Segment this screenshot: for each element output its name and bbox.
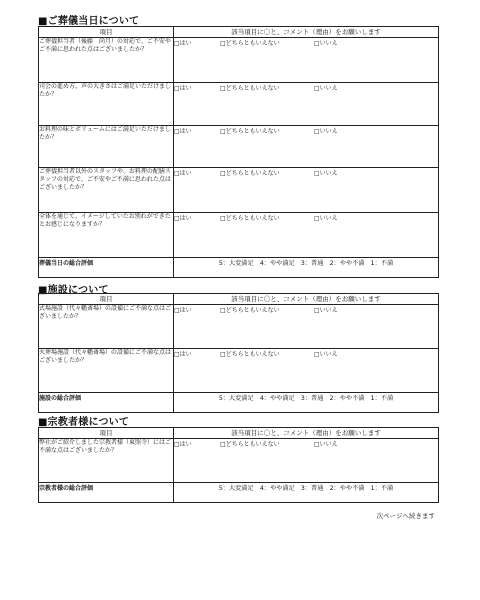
table-header-row — [39, 294, 439, 305]
total-rating-row — [39, 483, 439, 503]
question-text: お料理の味とボリュームにはご満足いただけましたか？ — [39, 126, 174, 168]
choice-neutral-checkbox[interactable]: □どちらともいえない — [220, 215, 280, 222]
choice-neutral-checkbox[interactable]: □どちらともいえない — [220, 40, 280, 47]
header-item: 項目 — [39, 428, 174, 439]
choice-yes-checkbox[interactable]: □はい — [174, 170, 192, 177]
choice-no-checkbox[interactable]: □いいえ — [314, 441, 338, 448]
choice-group — [174, 168, 438, 177]
choice-neutral-checkbox[interactable]: □どちらともいえない — [220, 128, 280, 135]
choice-no-checkbox[interactable]: □いいえ — [314, 215, 338, 222]
section-title-religious: ■宗教者様について — [38, 417, 130, 428]
table-header-row — [39, 428, 439, 439]
choice-yes-checkbox[interactable]: □はい — [174, 351, 192, 358]
choice-yes-checkbox[interactable]: □はい — [174, 85, 192, 92]
question-text: ご葬儀担当者（後藤 尚月）の対応で、ご不安やご不満に思われた点はございましたか？ — [39, 38, 174, 83]
question-row — [39, 38, 439, 83]
choice-neutral-checkbox[interactable]: □どちらともいえない — [220, 85, 280, 92]
table-header-row — [39, 27, 439, 38]
question-row — [39, 349, 439, 393]
choice-group — [174, 305, 438, 314]
total-rating-label: 葬儀当日の総合評価 — [39, 258, 174, 278]
question-text: 弊社がご紹介しました宗教者様（東照寺）にはご不満な点はございましたか？ — [39, 439, 174, 483]
choice-neutral-checkbox[interactable]: □どちらともいえない — [220, 307, 280, 314]
header-item: 項目 — [39, 27, 174, 38]
question-text: ご葬儀担当者以外のスタッフや、お料理の配膳スタッフの対応で、ご不安やご不満に思われた点はございましたか？ — [39, 168, 174, 213]
question-text: 司会の進め方、声の大きさはご満足いただけましたか？ — [39, 83, 174, 126]
choice-group — [174, 38, 438, 47]
choice-group — [174, 126, 438, 135]
choice-no-checkbox[interactable]: □いいえ — [314, 307, 338, 314]
rating-scale[interactable]: 5：大変満足 4：やや満足 3：普通 2：やや不満 1：不満 — [174, 393, 439, 413]
total-rating-label: 施設の総合評価 — [39, 393, 174, 413]
question-text: 全体を通じて、イメージしていたお別れができたとお感じになりますか？ — [39, 213, 174, 258]
section-title-funeral-day: ■ご葬儀当日について — [38, 16, 140, 27]
question-row — [39, 83, 439, 126]
total-rating-label: 宗教者様の総合評価 — [39, 483, 174, 503]
rating-scale[interactable]: 5：大変満足 4：やや満足 3：普通 2：やや不満 1：不満 — [174, 483, 439, 503]
choice-yes-checkbox[interactable]: □はい — [174, 441, 192, 448]
header-answer: 該当項目に〇と、コメント（理由）をお願いします — [174, 428, 439, 439]
header-answer: 該当項目に〇と、コメント（理由）をお願いします — [174, 27, 439, 38]
header-answer: 該当項目に〇と、コメント（理由）をお願いします — [174, 294, 439, 305]
section-title-facility: ■施設について — [38, 285, 109, 296]
choice-group — [174, 439, 438, 448]
total-rating-row — [39, 258, 439, 278]
choice-yes-checkbox[interactable]: □はい — [174, 307, 192, 314]
choice-no-checkbox[interactable]: □いいえ — [314, 351, 338, 358]
choice-neutral-checkbox[interactable]: □どちらともいえない — [220, 351, 280, 358]
choice-no-checkbox[interactable]: □いいえ — [314, 170, 338, 177]
funeral-day-table — [38, 26, 439, 278]
continued-next-page-note: 次ページへ続きます — [376, 512, 435, 520]
question-row — [39, 305, 439, 349]
choice-group — [174, 83, 438, 92]
choice-group — [174, 213, 438, 222]
religious-table — [38, 427, 439, 503]
choice-no-checkbox[interactable]: □いいえ — [314, 40, 338, 47]
rating-scale[interactable]: 5：大変満足 4：やや満足 3：普通 2：やや不満 1：不満 — [174, 258, 439, 278]
question-row — [39, 126, 439, 168]
choice-group — [174, 349, 438, 358]
question-row — [39, 439, 439, 483]
facility-table — [38, 293, 439, 413]
choice-neutral-checkbox[interactable]: □どちらともいえない — [220, 441, 280, 448]
question-row — [39, 168, 439, 213]
choice-neutral-checkbox[interactable]: □どちらともいえない — [220, 170, 280, 177]
choice-no-checkbox[interactable]: □いいえ — [314, 85, 338, 92]
total-rating-row — [39, 393, 439, 413]
header-item: 項目 — [39, 294, 174, 305]
choice-yes-checkbox[interactable]: □はい — [174, 215, 192, 222]
question-row — [39, 213, 439, 258]
question-text: 式場施設（代々幡斎場）の設備にご不満な点はございましたか？ — [39, 305, 174, 349]
choice-no-checkbox[interactable]: □いいえ — [314, 128, 338, 135]
choice-yes-checkbox[interactable]: □はい — [174, 40, 192, 47]
question-text: 火葬場施設（代々幡斎場）の設備にご不満な点はございましたか？ — [39, 349, 174, 393]
choice-yes-checkbox[interactable]: □はい — [174, 128, 192, 135]
